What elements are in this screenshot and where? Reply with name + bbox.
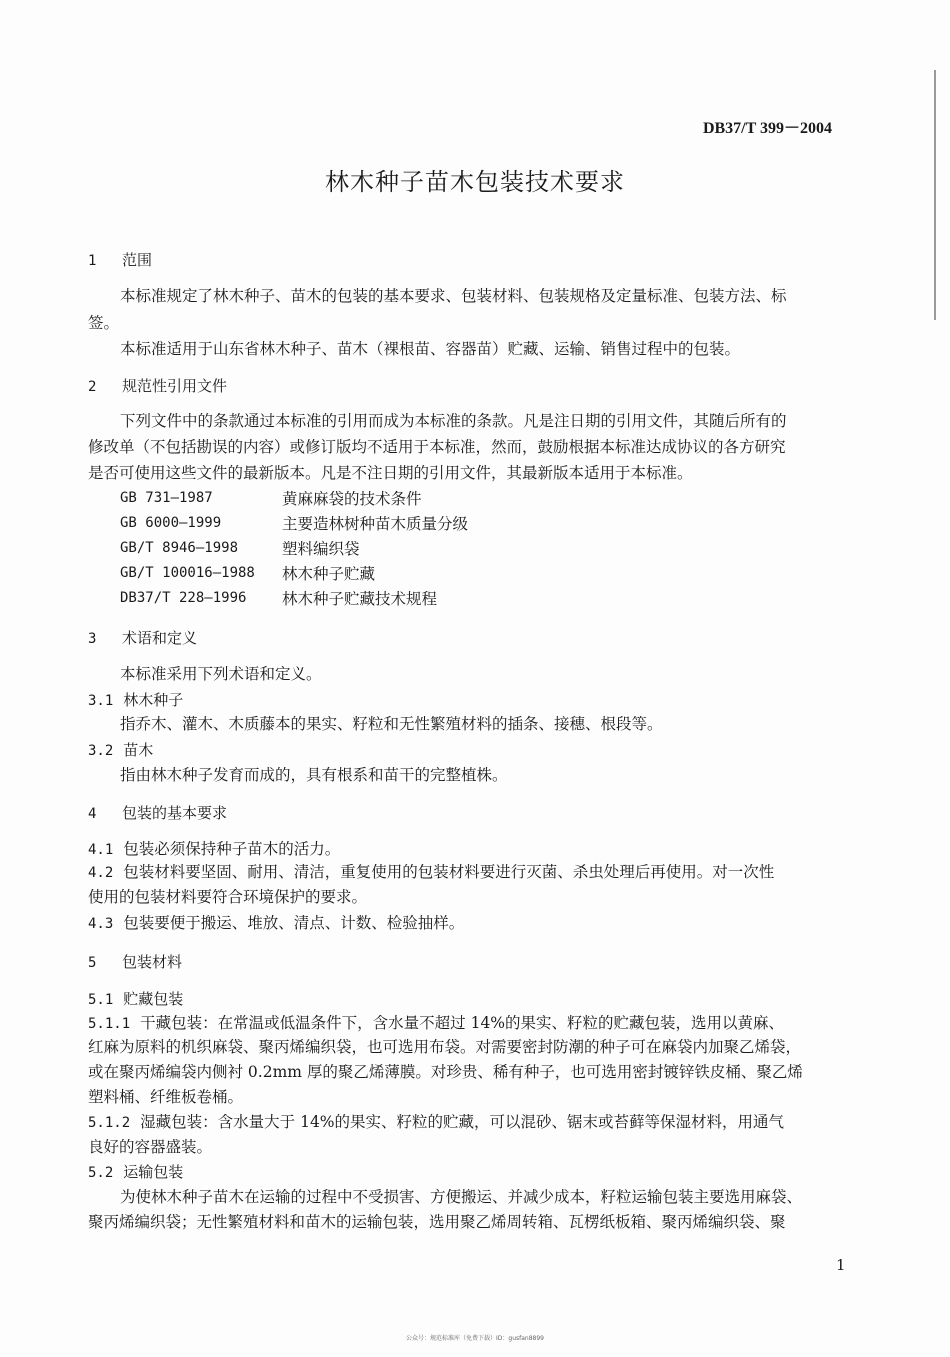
subsection-number: 3.1	[88, 693, 114, 709]
term-3-1-heading	[88, 690, 183, 711]
clause-text: 包装要便于搬运、堆放、清点、计数、检验抽样。	[123, 914, 465, 932]
section-title: 包装的基本要求	[122, 804, 228, 822]
clause-text: 包装必须保持种子苗木的活力。	[123, 840, 341, 858]
clause-4-3	[88, 913, 464, 934]
subsection-number: 5.1.1	[88, 1016, 131, 1032]
reference-title: 黄麻麻袋的技术条件	[282, 490, 422, 508]
subsection-number: 4.2	[88, 865, 114, 881]
term-definition: 指乔木、灌木、木质藤本的果实、籽粒和无性繁殖材料的插条、接穗、根段等。	[120, 715, 663, 733]
reference-title: 塑料编织袋	[282, 540, 360, 558]
section-number: 2	[88, 379, 97, 395]
reference-code: GB/T 8946—1998	[120, 540, 239, 556]
paragraph-line: 为使林木种子苗木在运输的过程中不受损害、方便搬运、并减少成本，籽粒运输包装主要选用麻袋、	[120, 1188, 803, 1206]
watermark-footer: 公众号：规范标准库（免费下载）ID：gusfan8899	[406, 1335, 544, 1342]
clause-text: 干藏包装：在常温或低温条件下，含水量不超过 14%的果实、籽粒的贮藏包装，选用以黄麻、	[140, 1014, 785, 1032]
reference-title: 林木种子贮藏技术规程	[282, 590, 438, 608]
subsection-5-2-heading	[88, 1162, 183, 1183]
subsection-number: 4.1	[88, 842, 114, 858]
section-number: 3	[88, 631, 97, 647]
section-3-heading	[88, 628, 197, 649]
term-3-2-heading	[88, 740, 153, 761]
section-number: 1	[88, 253, 97, 269]
paragraph-line: 使用的包装材料要符合环境保护的要求。	[88, 888, 368, 906]
subsection-number: 5.2	[88, 1165, 114, 1181]
document-code: DB37/T 399－2004	[702, 120, 832, 137]
subsection-title: 运输包装	[123, 1163, 184, 1181]
term-name: 林木种子	[123, 691, 184, 709]
paragraph-line: 修改单（不包括勘误的内容）或修订版均不适用于本标准，然而，鼓励根据本标准达成协议的各方研究	[88, 438, 786, 456]
paragraph-line: 本标准采用下列术语和定义。	[120, 665, 322, 683]
clause-5-1-2	[88, 1112, 784, 1133]
reference-title: 林木种子贮藏	[282, 565, 376, 583]
section-5-heading	[88, 952, 182, 973]
paragraph-line: 签。	[88, 314, 120, 332]
section-number: 5	[88, 955, 97, 971]
section-4-heading	[88, 803, 227, 824]
document-title: 林木种子苗木包装技术要求	[325, 168, 625, 196]
reference-code: DB37/T 228—1996	[120, 590, 247, 606]
term-definition: 指由林木种子发育而成的，具有根系和苗干的完整植株。	[120, 766, 508, 784]
paragraph-line: 是否可使用这些文件的最新版本。凡是不注日期的引用文件，其最新版本适用于本标准。	[88, 464, 693, 482]
subsection-number: 4.3	[88, 916, 114, 932]
clause-text: 湿藏包装：含水量大于 14%的果实、籽粒的贮藏，可以混砂、锯末或苔藓等保湿材料，用通气	[140, 1113, 785, 1131]
clause-5-1-1	[88, 1013, 784, 1034]
section-title: 范围	[122, 251, 153, 269]
paragraph-line: 塑料桶、纤维板卷桶。	[88, 1088, 244, 1106]
section-number: 4	[88, 806, 97, 822]
paragraph-line: 本标准规定了林木种子、苗木的包装的基本要求、包装材料、包装规格及定量标准、包装方法、标	[120, 287, 787, 305]
subsection-title: 贮藏包装	[123, 990, 184, 1008]
clause-4-1	[88, 839, 340, 860]
paragraph-line: 红麻为原料的机织麻袋、聚丙烯编织袋，也可选用布袋。对需要密封防潮的种子可在麻袋内加聚乙烯袋，	[88, 1038, 802, 1056]
paragraph-line: 或在聚丙烯编袋内侧衬 0.2mm 厚的聚乙烯薄膜。对珍贵、稀有种子，也可选用密封镀锌铁皮桶、聚乙烯	[88, 1063, 803, 1081]
paragraph-line: 良好的容器盛装。	[88, 1138, 213, 1156]
clause-text: 包装材料要坚固、耐用、清洁，重复使用的包装材料要进行灭菌、杀虫处理后再使用。对一次性	[123, 863, 775, 881]
section-title: 规范性引用文件	[122, 377, 228, 395]
subsection-number: 5.1.2	[88, 1115, 131, 1131]
paragraph-line: 本标准适用于山东省林木种子、苗木（裸根苗、容器苗）贮藏、运输、销售过程中的包装。	[120, 340, 741, 358]
subsection-number: 3.2	[88, 743, 114, 759]
reference-code: GB/T 100016—1988	[120, 565, 255, 581]
reference-code: GB 731—1987	[120, 490, 213, 506]
section-1-heading	[88, 250, 152, 271]
reference-code: GB 6000—1999	[120, 515, 222, 531]
paragraph-line: 聚丙烯编织袋；无性繁殖材料和苗木的运输包装，选用聚乙烯周转箱、瓦楞纸板箱、聚丙烯编织袋、聚	[88, 1213, 786, 1231]
subsection-5-1-heading	[88, 989, 183, 1010]
paragraph-line: 下列文件中的条款通过本标准的引用而成为本标准的条款。凡是注日期的引用文件，其随后所有的	[120, 412, 787, 430]
subsection-number: 5.1	[88, 992, 114, 1008]
term-name: 苗木	[123, 741, 154, 759]
section-2-heading	[88, 376, 227, 397]
page-number: 1	[836, 1256, 846, 1274]
reference-title: 主要造林树种苗木质量分级	[282, 515, 469, 533]
clause-4-2	[88, 862, 774, 883]
section-title: 包装材料	[122, 953, 183, 971]
section-title: 术语和定义	[122, 629, 198, 647]
